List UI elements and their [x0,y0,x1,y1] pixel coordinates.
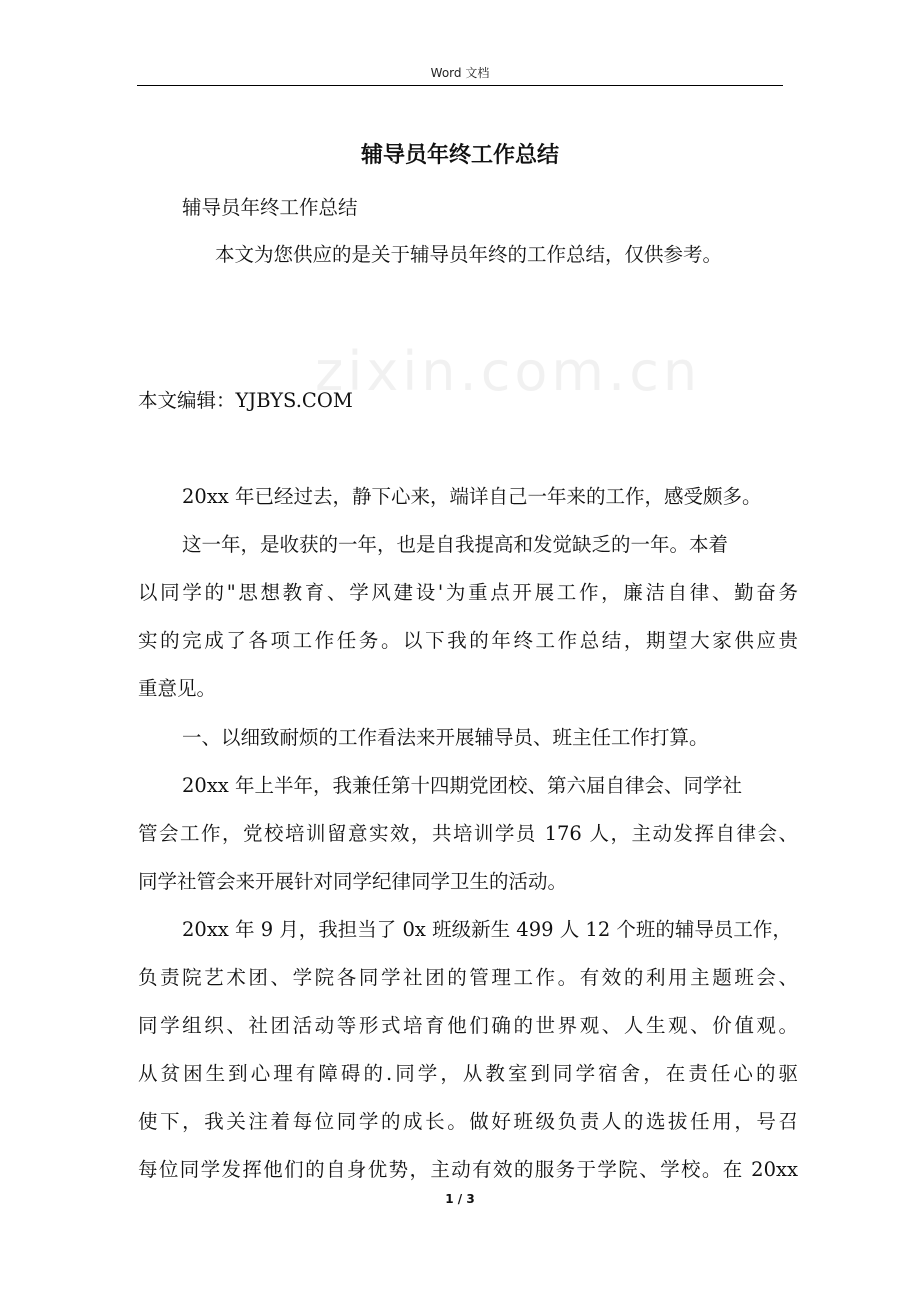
body-line: 20xx 年上半年，我兼任第十四期党团校、第六届自律会、同学社 [182,774,743,797]
body-line: 重意见。 [138,677,217,700]
page-header-label: Word 文档 [430,66,490,80]
body-line: 实的完成了各项工作任务。以下我的年终工作总结，期望大家供应贵 [138,629,798,652]
header-divider [137,85,783,86]
body-line: 20xx 年 9 月，我担当了 0x 班级新生 499 人 12 个班的辅导员工作， [182,918,792,941]
body-line: 管会工作，党校培训留意实效，共培训学员 176 人，主动发挥自律会、 [138,822,798,845]
page-number: 1 / 3 [445,1192,475,1206]
document-subtitle: 辅导员年终工作总结 [182,196,358,219]
intro-paragraph: 本文为您供应的是关于辅导员年终的工作总结，仅供参考。 [215,243,723,266]
body-line: 一、以细致耐烦的工作看法来开展辅导员、班主任工作打算。 [182,726,709,749]
document-title: 辅导员年终工作总结 [360,142,559,168]
body-line: 负责院艺术团、学院各同学社团的管理工作。有效的利用主题班会、 [138,966,798,989]
body-line: 这一年，是收获的一年，也是自我提高和发觉缺乏的一年。本着 [182,533,729,556]
watermark: zixin.com.cn [315,340,702,403]
body-line: 使下，我关注着每位同学的成长。做好班级负责人的选拔任用，号召 [138,1110,798,1133]
body-line: 每位同学发挥他们的自身优势，主动有效的服务于学院、学校。在 20xx [138,1158,798,1181]
body-line: 同学组织、社团活动等形式培育他们确的世界观、人生观、价值观。 [138,1014,798,1037]
body-line: 20xx 年已经过去，静下心来，端详自己一年来的工作，感受颇多。 [182,485,762,508]
body-line: 以同学的"思想教育、学风建设'为重点开展工作，廉洁自律、勤奋务 [138,581,798,604]
body-line: 从贫困生到心理有障碍的.同学，从教室到同学宿舍，在责任心的驱 [138,1062,798,1085]
editor-credit: 本文编辑：YJBYS.COM [138,389,353,412]
body-line: 同学社管会来开展针对同学纪律同学卫生的活动。 [138,870,568,893]
